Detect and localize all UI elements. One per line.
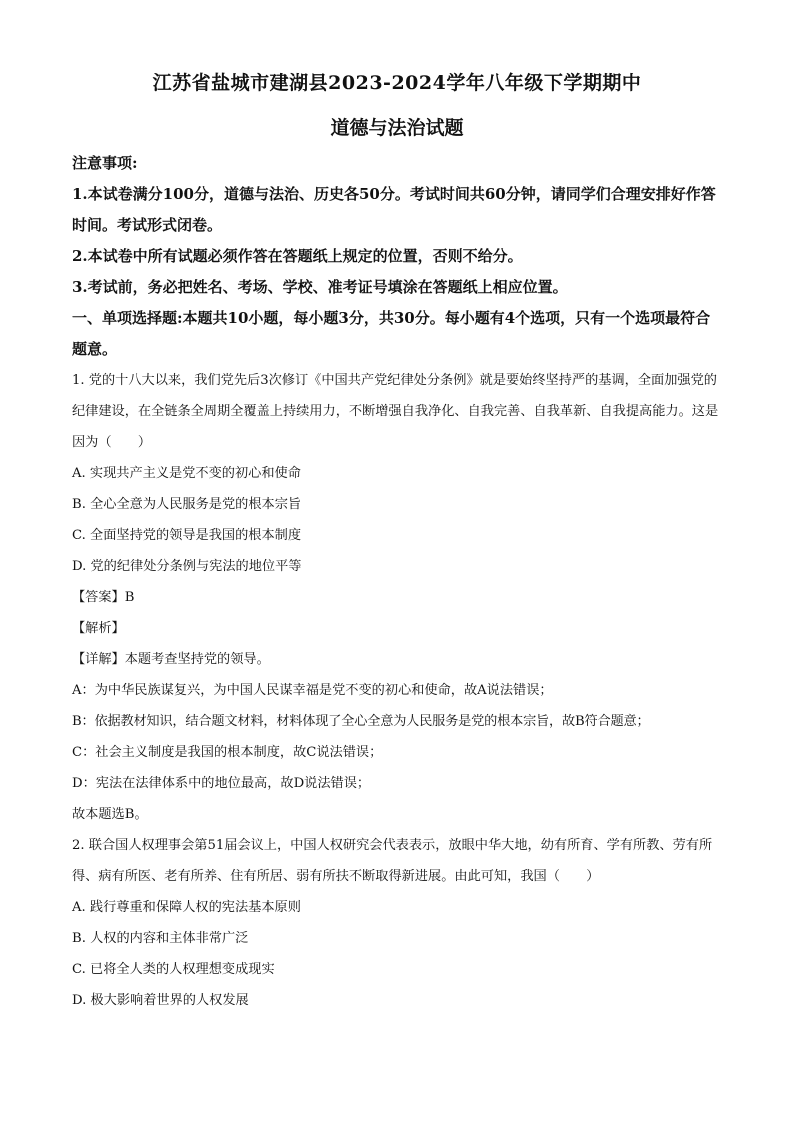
notice-item-2: 2.本试卷中所有试题必须作答在答题纸上规定的位置，否则不给分。 <box>72 247 523 265</box>
question-1-explanation-a: A：为中华民族谋复兴，为中国人民谋幸福是党不变的初心和使命，故A说法错误； <box>72 683 553 698</box>
question-2-option-c: C. 已将全人类的人权理想变成现实 <box>72 962 275 977</box>
question-1-analysis-label: 【解析】 <box>72 621 125 636</box>
exam-title-line1: 江苏省盐城市建湖县2023-2024学年八年级下学期期中 <box>152 72 642 94</box>
exam-title-line2: 道德与法治试题 <box>330 117 464 139</box>
question-1-detail: 【详解】本题考查坚持党的领导。 <box>72 652 270 667</box>
notice-heading: 注意事项: <box>72 154 138 172</box>
notice-item-3: 3.考试前，务必把姓名、考场、学校、准考证号填涂在答题纸上相应位置。 <box>72 278 568 296</box>
question-2-stem: 2. 联合国人权理事会第51届会议上，中国人权研究会代表表示，放眼中华大地，幼有所育、学有所教、劳有所得、病有所医、老有所养、住有所居、弱有所扶不断取得新进展。由此可知，我国（ ） <box>72 838 713 884</box>
question-2-option-b: B. 人权的内容和主体非常广泛 <box>72 931 249 946</box>
question-1-conclusion: 故本题选B。 <box>72 807 148 822</box>
question-1-explanation-b: B：依据教材知识，结合题文材料，材料体现了全心全意为人民服务是党的根本宗旨，故B符合题意； <box>72 714 650 729</box>
section-1-heading: 一、单项选择题:本题共10小题，每小题3分，共30分。每小题有4个选项，只有一个选项最符合题意。 <box>72 309 711 358</box>
question-2-option-a: A. 践行尊重和保障人权的宪法基本原则 <box>72 900 301 915</box>
question-2-option-d: D. 极大影响着世界的人权发展 <box>72 993 249 1008</box>
question-1-option-d: D. 党的纪律处分条例与宪法的地位平等 <box>72 559 302 574</box>
question-1-explanation-c: C：社会主义制度是我国的根本制度，故C说法错误； <box>72 745 383 760</box>
question-1-explanation-d: D：宪法在法律体系中的地位最高，故D说法错误； <box>72 776 371 791</box>
question-1-option-c: C. 全面坚持党的领导是我国的根本制度 <box>72 528 302 543</box>
question-1-answer: 【答案】B <box>72 590 135 605</box>
notice-item-1: 1.本试卷满分100分，道德与法治、历史各50分。考试时间共60分钟，请同学们合理安排好作答时间。考试形式闭卷。 <box>72 185 716 234</box>
question-1-option-b: B. 全心全意为人民服务是党的根本宗旨 <box>72 497 302 512</box>
question-1-stem: 1. 党的十八大以来，我们党先后3次修订《中国共产党纪律处分条例》就是要始终坚持严的基调，全面加强党的纪律建设，在全链条全周期全覆盖上持续用力，不断增强自我净化、自我完善、自我革新、自我提高能力。这是因为（ ） <box>72 373 719 450</box>
exam-content <box>72 148 724 1016</box>
question-1-option-a: A. 实现共产主义是党不变的初心和使命 <box>72 466 301 481</box>
